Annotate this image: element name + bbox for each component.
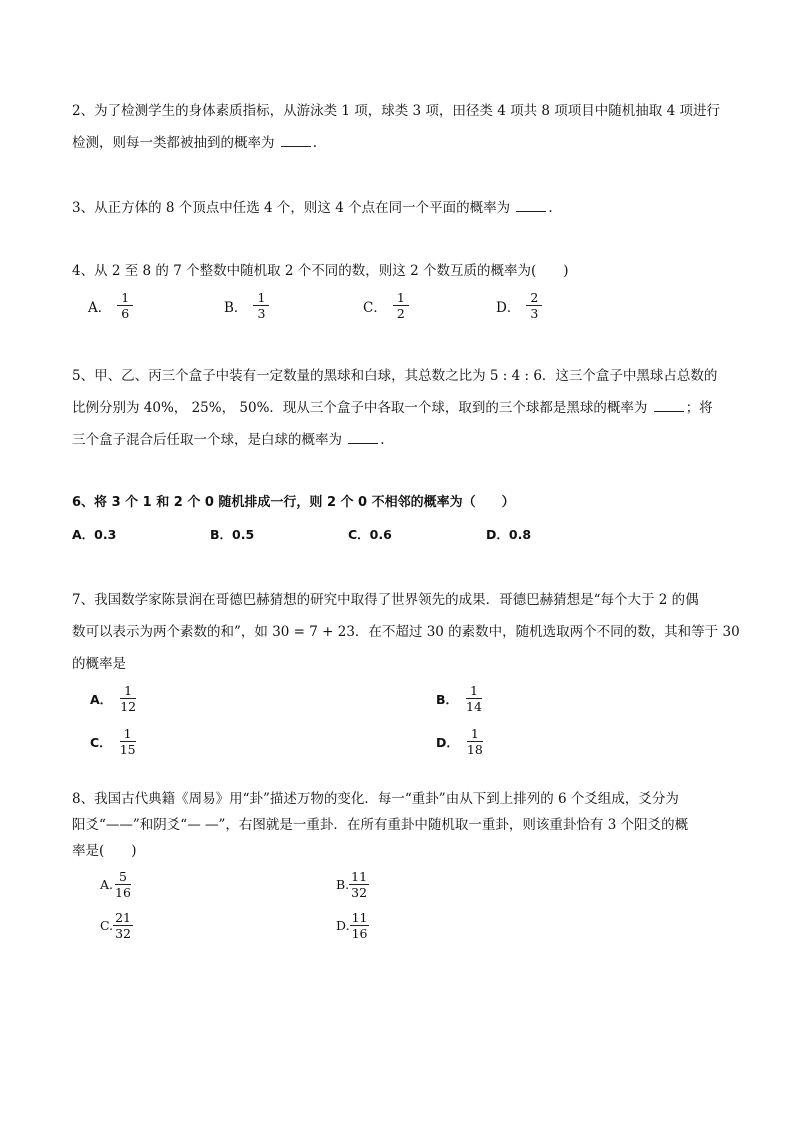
- answer-blank: [516, 199, 546, 212]
- q2-line-2-text: 检测，则每一类都被抽到的概率为: [72, 135, 275, 151]
- q5-line-1: 5、甲、乙、丙三个盒子中装有一定数量的黑球和白球，其总数之比为 5 : 4 : 6．这三个盒子中黑球占总数的: [72, 368, 718, 384]
- fraction-numerator: 1: [467, 727, 483, 742]
- answer-blank: [654, 399, 684, 412]
- fraction-denominator: 2: [396, 306, 405, 321]
- fraction-numerator: 21: [115, 910, 131, 925]
- option-label: C．: [363, 299, 387, 316]
- q6-option-c: C．0.6: [348, 527, 392, 542]
- fraction: [117, 291, 133, 320]
- fraction-denominator: 18: [466, 742, 483, 757]
- fraction-denominator: 3: [530, 306, 539, 321]
- fraction: [349, 870, 369, 899]
- option-label: B．: [224, 299, 248, 316]
- q4-option-c: [363, 291, 409, 320]
- answer-blank: [348, 431, 378, 444]
- q7-line-3: 的概率是: [72, 656, 126, 672]
- fraction-denominator: 16: [115, 885, 131, 900]
- q5-line-3-text: 三个盒子混合后任取一个球，是白球的概率为: [72, 432, 342, 448]
- option-label: B．: [436, 691, 459, 707]
- q4-line-1: 4、从 2 至 8 的 7 个整数中随机取 2 个不同的数，则这 2 个数互质的概率为( ): [72, 263, 569, 279]
- fraction: [113, 911, 133, 940]
- fraction: [350, 911, 370, 940]
- option-label: D.: [336, 918, 350, 933]
- option-label: C.: [100, 918, 114, 933]
- q6-option-a: A．0.3: [72, 527, 117, 542]
- q2-line-2: [72, 133, 317, 153]
- q8-option-b: [336, 870, 369, 899]
- q5-line-2-text: 比例分别为 40%， 25%， 50%．现从三个盒子中各取一个球，取到的三个球都是黑球的概率为: [72, 400, 648, 416]
- option-label: D．: [496, 299, 521, 316]
- q4-option-d: [496, 291, 542, 320]
- fraction-denominator: 15: [119, 742, 136, 757]
- q3-line-1-end: .: [548, 200, 553, 216]
- fraction: [526, 291, 542, 320]
- answer-blank: [281, 134, 311, 147]
- fraction-denominator: 6: [121, 306, 130, 321]
- fraction: [113, 870, 133, 899]
- fraction: [393, 291, 409, 320]
- fraction-numerator: 1: [393, 291, 409, 306]
- q4-option-b: [224, 291, 269, 320]
- fraction: [118, 727, 138, 756]
- fraction-denominator: 12: [120, 699, 137, 714]
- q6-option-d: D．0.8: [486, 527, 532, 542]
- q8-option-a: [100, 870, 133, 899]
- fraction-numerator: 1: [466, 684, 482, 699]
- fraction-numerator: 1: [117, 291, 133, 306]
- fraction-denominator: 14: [466, 699, 482, 714]
- q5-line-2-end: ；将: [685, 400, 713, 416]
- fraction-numerator: 2: [526, 291, 542, 306]
- q8-line-3: 率是( ): [72, 843, 137, 859]
- fraction-numerator: 11: [351, 869, 368, 884]
- q7-option-c: [90, 727, 138, 756]
- fraction-denominator: 32: [351, 885, 368, 900]
- q7-line-1: 7、我国数学家陈景润在哥德巴赫猜想的研究中取得了世界领先的成果．哥德巴赫猜想是“每个大于 2 的偶: [72, 592, 699, 608]
- q3-line-1: [72, 198, 553, 218]
- q5-line-3-end: .: [380, 432, 385, 448]
- q3-line-1-text: 3、从正方体的 8 个顶点中任选 4 个，则这 4 个点在同一个平面的概率为: [72, 200, 511, 216]
- q8-line-2: 阳爻“——”和阴爻“— —”，右图就是一重卦．在所有重卦中随机取一重卦，则该重卦恰有 3 个阳爻的概: [72, 817, 689, 833]
- option-label: D．: [436, 734, 459, 750]
- q7-option-d: [436, 727, 485, 756]
- q8-option-c: [100, 911, 133, 940]
- q5-line-3: [72, 430, 385, 450]
- fraction-numerator: 5: [115, 870, 131, 885]
- fraction: [464, 684, 484, 713]
- option-label: A．: [90, 691, 113, 707]
- fraction-denominator: 32: [115, 926, 131, 941]
- fraction-denominator: 3: [257, 306, 266, 321]
- fraction-numerator: 1: [253, 291, 269, 306]
- fraction: [253, 291, 269, 320]
- q7-option-a: [90, 684, 138, 713]
- q8-line-1: 8、我国古代典籍《周易》用“卦”描述万物的变化．每一“重卦”由从下到上排列的 6 个爻组成，爻分为: [72, 791, 679, 807]
- q5-line-2: [72, 398, 713, 418]
- option-label: C．: [90, 734, 112, 750]
- q7-line-2: 数可以表示为两个素数的和”，如 30 = 7 + 23．在不超过 30 的素数中，随机选取两个不同的数，其和等于 30: [72, 624, 740, 640]
- fraction-numerator: 1: [120, 727, 136, 742]
- q2-line-1: 2、为了检测学生的身体素质指标，从游泳类 1 项，球类 3 项，田径类 4 项共 8 项项目中随机抽取 4 项进行: [72, 103, 720, 119]
- option-label: A.: [100, 877, 114, 892]
- q8-option-d: [336, 911, 369, 940]
- fraction-numerator: 1: [120, 684, 136, 699]
- option-label: A．: [88, 299, 112, 316]
- fraction: [465, 727, 485, 756]
- q4-option-a: [88, 291, 133, 320]
- fraction-numerator: 11: [351, 910, 368, 925]
- q6-option-b: B．0.5: [210, 527, 255, 542]
- q7-option-b: [436, 684, 484, 713]
- fraction: [118, 684, 138, 713]
- q2-line-2-end: .: [312, 135, 318, 151]
- fraction-denominator: 16: [351, 926, 368, 941]
- option-label: B.: [336, 877, 350, 892]
- q6-line-1: 6、将 3 个 1 和 2 个 0 随机排成一行，则 2 个 0 不相邻的概率为（ ）: [72, 495, 515, 510]
